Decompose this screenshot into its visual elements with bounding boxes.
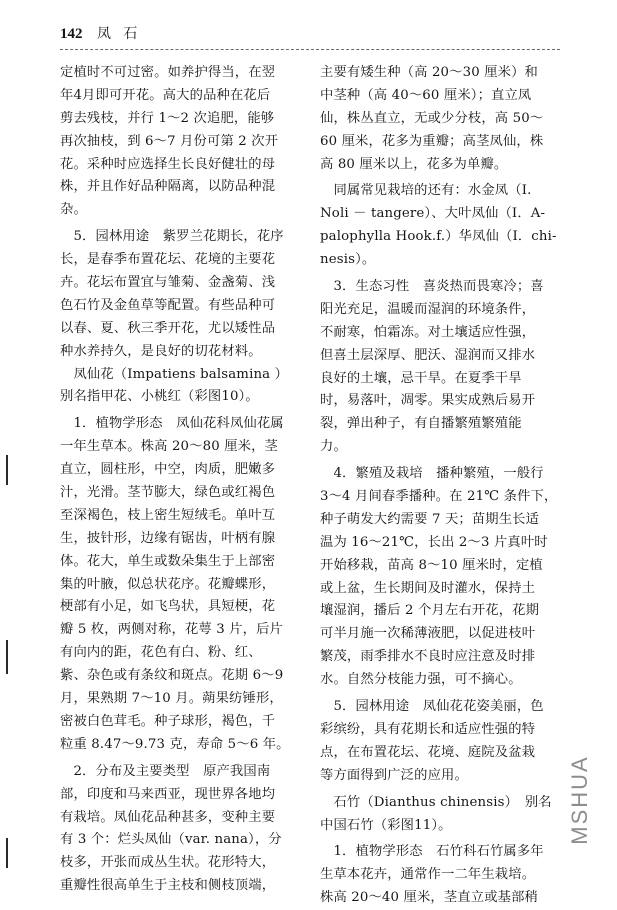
text-line: 繁茂，雨季排水不良时应注意及时排 <box>320 649 536 665</box>
text-line: 粒重 8.47～9.73 克，寿命 5～6 年。 <box>60 736 290 752</box>
text-line: 或上盆，生长期间及时灌水，保持土 <box>320 580 536 596</box>
watermark: MSHUA <box>567 755 592 845</box>
text-line: 2．分布及主要类型 原产我国南 <box>60 763 271 779</box>
text-line: 有栽培。凤仙花品种甚多，变种主要 <box>60 809 276 825</box>
text-line: 力。 <box>320 439 347 455</box>
text-line: 别名指甲花、小桃红（彩图10）。 <box>60 389 259 405</box>
text-line: 汁，光滑。茎节膨大，绿色或红褐色 <box>60 485 276 501</box>
text-line: 裂，弹出种子，有自播繁殖繁殖能 <box>320 416 522 432</box>
text-line: 有 3 个：烂头凤仙（var. nana），分 <box>60 832 282 848</box>
text-line: 杂。 <box>60 202 87 218</box>
text-line: 同属常见栽培的还有：水金凤（I. <box>320 183 532 199</box>
text-line: 生草本花卉，通常作一二年生栽培。 <box>320 867 536 883</box>
text-line: 点，在布置花坛、花境、庭院及盆栽 <box>320 744 536 760</box>
text-line: 重瓣性很高单生于主枝和侧枝顶端， <box>60 878 276 894</box>
text-line: 3～4 月间春季播种。在 21℃ 条件下， <box>320 489 558 505</box>
text-line: 以春、夏、秋三季开花，尤以矮性品 <box>60 320 276 336</box>
margin-mark <box>6 640 8 674</box>
text-line: 1．植物学形态 石竹科石竹属多年 <box>320 844 544 860</box>
text-line: 阳光充足，温暖而湿润的环境条件， <box>320 301 536 317</box>
margin-mark <box>6 455 8 485</box>
text-line: 不耐寒，怕霜冻。对土壤适应性强， <box>320 324 536 340</box>
text-line: 定植时不可过密。如养护得当，在翌 <box>60 65 276 80</box>
text-line: 花。采种时应选择生长良好健壮的母 <box>60 156 276 172</box>
text-line: Noli － tangere）、大叶凤仙（I．A- <box>320 206 546 222</box>
text-line: 部，印度和马来西亚，现世界各地均 <box>60 786 276 802</box>
text-line: 瓣 5 枚，两侧对称，花萼 3 片，后片 <box>60 622 283 638</box>
text-line: 温为 16～21℃，长出 2～3 片真叶时 <box>320 534 548 550</box>
text-line: 石竹（Dianthus chinensis） 别名 <box>320 794 552 810</box>
text-line: 主要有矮生种（高 20～30 厘米）和 <box>320 65 539 80</box>
text-line: 至深褐色，枝上密生短绒毛。单叶互 <box>60 507 276 523</box>
text-line: 卉。花坛布置宜与雏菊、金盏菊、浅 <box>60 275 276 291</box>
text-line: 种子萌发大约需要 7 天；苗期生长适 <box>320 511 540 527</box>
running-title: 凤 石 <box>96 26 142 42</box>
text-line: 长，是春季布置花坛、花境的主要花 <box>60 252 276 268</box>
text-line: 紫、杂色或有条纹和斑点。花期 6～9 <box>60 668 284 684</box>
page-header <box>60 24 141 44</box>
text-line: 种水养持久，是良好的切花材料。 <box>60 343 262 359</box>
text-line: 再次抽枝，到 6～7 月份可第 2 次开 <box>60 133 279 149</box>
text-line: 凤仙花（Impatiens balsamina ） <box>60 366 289 382</box>
text-line: 梗部有小足，如飞鸟状，具短梗，花 <box>60 599 276 615</box>
right-column <box>320 62 560 910</box>
text-line: 彩缤纷，具有花期长和适应性强的特 <box>320 721 536 737</box>
text-line: 月，果熟期 7～10 月。蒴果纺锤形， <box>60 691 283 707</box>
text-line: 株，并且作好品种隔离，以防品种混 <box>60 179 276 195</box>
text-line: palophylla Hook.f.）华凤仙（I．chi- <box>320 229 557 245</box>
text-line: 开始移栽，苗高 8～10 厘米时，定植 <box>320 557 543 573</box>
text-line: 5．园林用途 凤仙花花姿美丽，色 <box>320 699 544 715</box>
text-line: 剪去残枝，并行 1～2 次追肥，能够 <box>60 110 275 126</box>
text-line: 3．生态习性 喜炎热而畏寒冷；喜 <box>320 279 544 295</box>
text-line: 但喜土层深厚、肥沃、湿润而又排水 <box>320 347 536 363</box>
text-line: 5．园林用途 紫罗兰花期长，花序 <box>60 229 284 245</box>
text-line: 1．植物学形态 凤仙花科凤仙花属 <box>60 416 284 432</box>
text-line: 等方面得到广泛的应用。 <box>320 767 468 783</box>
text-line: 枝多，开张而成丛生状。花形特大， <box>60 855 276 871</box>
text-line: 体。花大，单生或数朵集生于上部密 <box>60 553 276 569</box>
text-line: 年4月即可开花。高大的品种在花后 <box>60 87 271 103</box>
text-line: 中国石竹（彩图11）。 <box>320 817 452 833</box>
text-line: 一年生草本。株高 20～80 厘米，茎 <box>60 439 279 455</box>
text-line: 色石竹及金鱼草等配置。有些品种可 <box>60 297 276 313</box>
text-line: 水。自然分枝能力强，可不摘心。 <box>320 672 522 688</box>
text-line: 密被白色茸毛。种子球形，褐色，千 <box>60 713 276 729</box>
text-line: 株高 20～40 厘米，茎直立或基部稍 <box>320 890 539 906</box>
text-line: 高 80 厘米以上，花多为单瓣。 <box>320 156 508 172</box>
text-line: 生，披针形，边缘有锯齿，叶柄有腺 <box>60 530 276 546</box>
text-line: 仙，株丛直立，无或少分枝，高 50～ <box>320 110 544 126</box>
text-line: nesis）。 <box>320 252 376 268</box>
page-number: 142 <box>60 26 83 42</box>
text-line: 60 厘米，花多为重瓣；高茎凤仙，株 <box>320 133 544 149</box>
left-column <box>60 62 300 898</box>
text-line: 集的叶腋，似总状花序。花瓣蝶形， <box>60 576 276 592</box>
text-line: 中茎种（高 40～60 厘米）；直立凤 <box>320 87 532 103</box>
text-line: 有向内的距，花色有白、粉、红、 <box>60 645 262 661</box>
header-divider <box>60 49 560 50</box>
text-line: 良好的土壤，忌干旱。在夏季干旱 <box>320 370 522 386</box>
text-line: 可半月施一次稀薄液肥，以促进枝叶 <box>320 626 536 642</box>
text-line: 壤湿润，播后 2 个月左右开花，花期 <box>320 603 540 619</box>
text-line: 4．繁殖及栽培 播种繁殖，一般行 <box>320 466 544 482</box>
text-line: 时，易落叶，凋零。果实成熟后易开 <box>320 393 536 409</box>
text-line: 直立，圆柱形，中空，肉质，肥嫩多 <box>60 462 276 478</box>
margin-mark <box>6 838 8 868</box>
